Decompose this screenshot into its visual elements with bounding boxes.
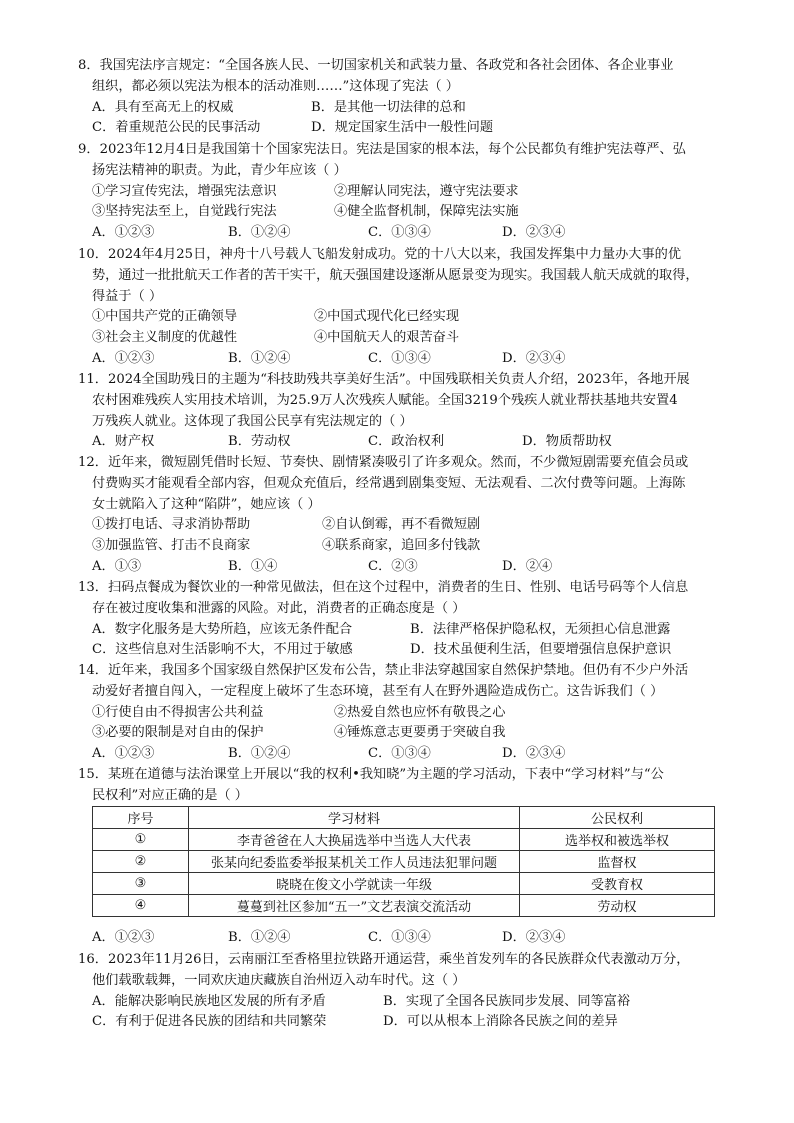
choice-b[interactable]: B．①②④ bbox=[228, 930, 291, 945]
table-row bbox=[93, 829, 715, 851]
choice-d[interactable]: D．②④ bbox=[502, 558, 553, 574]
stem-line: 16．2023年11月26日，云南丽江至香格里拉铁路开通运营，乘坐首发列车的各民族群众代表激动万分， bbox=[78, 952, 690, 967]
option-a[interactable]: A．具有至高无上的权威 bbox=[92, 99, 234, 115]
choice-d[interactable]: D．②③④ bbox=[502, 746, 566, 762]
stem-line: 12．近年来，微短剧凭借时长短、节奏快、剧情紧凑吸引了许多观众。然而，不少微短剧需要充值会员或 bbox=[78, 455, 689, 470]
statement-2: ②热爱自然也应怀有敬畏之心 bbox=[334, 704, 506, 720]
question-14 bbox=[78, 661, 728, 765]
choice-a[interactable]: A．①②③ bbox=[92, 746, 155, 762]
stem-line: 他们载歌载舞，一同欢庆迪庆藏族自治州迈入动车时代。这（ ） bbox=[92, 972, 466, 988]
choice-c[interactable]: C．①③④ bbox=[368, 350, 431, 366]
table-cell: 李青爸爸在人大换届选举中当选人大代表 bbox=[189, 829, 520, 851]
statement-3: ③坚持宪法至上，自觉践行宪法 bbox=[92, 204, 277, 220]
table-header-row bbox=[93, 807, 715, 829]
choice-row bbox=[92, 928, 728, 949]
stem-line: 13．扫码点餐成为餐饮业的一种常见做法，但在这个过程中，消费者的生日、性别、电话号码等个人信息 bbox=[78, 580, 689, 595]
table-header-cell: 学习材料 bbox=[189, 807, 520, 829]
stem-line: 动爱好者擅自闯入，一定程度上破坏了生态环境，甚至有人在野外遇险造成伤亡。这告诉我们（ ） bbox=[92, 683, 664, 699]
option-d[interactable]: D．可以从根本上消除各民族之间的差异 bbox=[383, 1014, 618, 1030]
stem-line: 万残疾人就业。这体现了我国公民享有宪法规定的（ ） bbox=[92, 413, 413, 429]
stem-line: 9．2023年12月4日是我国第十个国家宪法日。宪法是国家的根本法，每个公民都负有维护宪法尊严、弘 bbox=[78, 142, 686, 157]
choice-a[interactable]: A．①②③ bbox=[92, 225, 155, 241]
choice-row bbox=[92, 744, 728, 765]
question-13 bbox=[78, 578, 728, 661]
option-c[interactable]: C．有利于促进各民族的团结和共同繁荣 bbox=[92, 1014, 327, 1030]
question-8 bbox=[78, 56, 728, 139]
choice-d[interactable]: D．②③④ bbox=[502, 225, 566, 241]
statement-row bbox=[92, 515, 728, 536]
choice-a[interactable]: A．①②③ bbox=[92, 350, 155, 366]
stem-line: 扬宪法精神的职责。为此，青少年应该（ ） bbox=[92, 162, 347, 178]
statement-row bbox=[92, 307, 728, 328]
choice-b[interactable]: B．①②④ bbox=[228, 350, 291, 366]
choice-c[interactable]: C．②③ bbox=[368, 558, 418, 574]
table-cell: 劳动权 bbox=[520, 895, 715, 917]
statement-1: ①学习宣传宪法，增强宪法意识 bbox=[92, 183, 277, 199]
option-b[interactable]: B．是其他一切法律的总和 bbox=[311, 99, 466, 115]
choice-row bbox=[92, 557, 728, 578]
option-row bbox=[92, 118, 728, 139]
question-stem bbox=[78, 370, 728, 432]
option-d[interactable]: D．规定国家生活中一般性问题 bbox=[311, 120, 494, 136]
option-row bbox=[92, 1012, 728, 1033]
stem-line: 农村困难残疾人实用技术培训，为25.9万人次残疾人赋能。全国3219个残疾人就业帮扶基地共安置4 bbox=[92, 392, 678, 408]
statement-4: ④锤炼意志更要勇于突破自我 bbox=[334, 725, 506, 741]
option-a[interactable]: A．数字化服务是大势所趋，应该无条件配合 bbox=[92, 621, 353, 637]
question-10 bbox=[78, 245, 728, 370]
statement-2: ②理解认同宪法，遵守宪法要求 bbox=[334, 183, 519, 199]
question-16 bbox=[78, 950, 728, 1033]
question-15 bbox=[78, 765, 728, 807]
choice-b[interactable]: B．①④ bbox=[228, 558, 278, 574]
option-c[interactable]: C．着重规范公民的民事活动 bbox=[92, 120, 261, 136]
question-stem bbox=[78, 56, 728, 98]
question-stem bbox=[78, 245, 728, 307]
statement-2: ②中国式现代化已经实现 bbox=[314, 309, 460, 325]
choice-c[interactable]: C．①③④ bbox=[368, 746, 431, 762]
question-stem bbox=[78, 578, 728, 620]
choice-b[interactable]: B．①②④ bbox=[228, 225, 291, 241]
statement-row bbox=[92, 703, 728, 724]
choice-d[interactable]: D．②③④ bbox=[502, 930, 566, 945]
option-a[interactable]: A．能解决影响民族地区发展的所有矛盾 bbox=[92, 993, 326, 1009]
table-cell: ① bbox=[93, 829, 189, 851]
question-stem bbox=[78, 661, 728, 703]
choice-b[interactable]: B．劳动权 bbox=[228, 434, 291, 450]
option-row bbox=[92, 98, 728, 119]
stem-line: 10．2024年4月25日，神舟十八号载人飞船发射成功。党的十八大以来，我国发挥集中力量办大事的优 bbox=[78, 247, 682, 262]
stem-line: 民权利”对应正确的是（ ） bbox=[92, 787, 248, 803]
choice-row bbox=[92, 432, 728, 453]
statement-1: ①拨打电话、寻求消协帮助 bbox=[92, 517, 251, 533]
learning-material-table bbox=[92, 806, 715, 917]
table-cell: ④ bbox=[93, 895, 189, 917]
table-cell: 选举权和被选举权 bbox=[520, 829, 715, 851]
table-cell: ③ bbox=[93, 873, 189, 895]
table-header-cell: 公民权利 bbox=[520, 807, 715, 829]
choice-c[interactable]: C．政治权利 bbox=[368, 434, 445, 450]
statement-1: ①中国共产党的正确领导 bbox=[92, 309, 238, 325]
choice-a[interactable]: A．财产权 bbox=[92, 434, 155, 450]
table-cell: 张某向纪委监委举报某机关工作人员违法犯罪问题 bbox=[189, 851, 520, 873]
table-cell: 晓晓在俊文小学就读一年级 bbox=[189, 873, 520, 895]
statement-row bbox=[92, 328, 728, 349]
table-cell: 受教育权 bbox=[520, 873, 715, 895]
table-row bbox=[93, 851, 715, 873]
stem-line: 存在被过度收集和泄露的风险。对此，消费者的正确态度是（ ） bbox=[92, 600, 466, 616]
statement-row bbox=[92, 723, 728, 744]
stem-line: 女士就陷入了这种“陷阱”，她应该（ ） bbox=[92, 496, 321, 512]
statement-4: ④中国航天人的艰苦奋斗 bbox=[314, 330, 460, 346]
question-stem bbox=[78, 140, 728, 182]
statement-row bbox=[92, 536, 728, 557]
choice-row bbox=[92, 349, 728, 370]
choice-b[interactable]: B．①②④ bbox=[228, 746, 291, 762]
option-c[interactable]: C．这些信息对生活影响不大，不用过于敏感 bbox=[92, 642, 353, 658]
choice-a[interactable]: A．①③ bbox=[92, 558, 142, 574]
stem-line: 组织，都必须以宪法为根本的活动准则……”这体现了宪法（ ） bbox=[92, 78, 459, 94]
choice-row bbox=[92, 223, 728, 244]
question-12 bbox=[78, 453, 728, 578]
statement-3: ③社会主义制度的优越性 bbox=[92, 330, 238, 346]
table-row bbox=[93, 873, 715, 895]
table-cell: 蔓蔓到社区参加“五一”文艺表演交流活动 bbox=[189, 895, 520, 917]
stem-line: 11．2024全国助残日的主题为“科技助残共享美好生活”。中国残联相关负责人介绍，2023年，各地开展 bbox=[78, 372, 690, 387]
choice-c[interactable]: C．①③④ bbox=[368, 225, 431, 241]
question-15-choices bbox=[92, 928, 728, 949]
stem-line: 付费购买才能观看全部内容，但观众充值后，经常遇到剧集变短、无法观看、二次付费等问题。上海陈 bbox=[92, 475, 686, 491]
stem-line: 15．某班在道德与法治课堂上开展以“我的权利•我知晓”为主题的学习活动，下表中“学习材料”与“公 bbox=[78, 767, 664, 782]
option-row bbox=[92, 640, 728, 661]
option-d[interactable]: D．技术虽便利生活，但要增强信息保护意识 bbox=[410, 642, 672, 658]
table-row bbox=[93, 895, 715, 917]
statement-3: ③加强监管、打击不良商家 bbox=[92, 538, 251, 554]
statement-3: ③必要的限制是对自由的保护 bbox=[92, 725, 264, 741]
choice-a[interactable]: A．①②③ bbox=[92, 930, 155, 945]
statement-4: ④健全监督机制，保障宪法实施 bbox=[334, 204, 519, 220]
question-11 bbox=[78, 370, 728, 453]
option-row bbox=[92, 620, 728, 641]
statement-1: ①行使自由不得损害公共利益 bbox=[92, 704, 264, 720]
stem-line: 8．我国宪法序言规定：“全国各族人民、一切国家机关和武装力量、各政党和各社会团体、各企业事业 bbox=[78, 58, 674, 73]
statement-row bbox=[92, 202, 728, 223]
statement-4: ④联系商家，追回多付钱款 bbox=[322, 538, 481, 554]
stem-line: 14．近年来，我国多个国家级自然保护区发布公告，禁止非法穿越国家自然保护禁地。但仍有不少户外活 bbox=[78, 663, 689, 678]
question-stem bbox=[78, 765, 728, 807]
table-header-cell: 序号 bbox=[93, 807, 189, 829]
table-cell: ② bbox=[93, 851, 189, 873]
question-stem bbox=[78, 950, 728, 992]
option-row bbox=[92, 992, 728, 1013]
choice-c[interactable]: C．①③④ bbox=[368, 930, 431, 945]
table-cell: 监督权 bbox=[520, 851, 715, 873]
choice-d[interactable]: D．物质帮助权 bbox=[522, 434, 612, 450]
choice-d[interactable]: D．②③④ bbox=[502, 350, 566, 366]
statement-2: ②自认倒霉，再不看微短剧 bbox=[322, 517, 481, 533]
statement-row bbox=[92, 182, 728, 203]
option-b[interactable]: B．实现了全国各民族同步发展、同等富裕 bbox=[383, 993, 631, 1009]
question-stem bbox=[78, 453, 728, 515]
stem-line: 势，通过一批批航天工作者的苦干实干，航天强国建设逐渐从愿景变为现实。我国载人航天成就的取得， bbox=[92, 267, 699, 283]
option-b[interactable]: B．法律严格保护隐私权，无须担心信息泄露 bbox=[410, 621, 671, 637]
stem-line: 得益于（ ） bbox=[92, 288, 163, 304]
question-9 bbox=[78, 140, 728, 244]
